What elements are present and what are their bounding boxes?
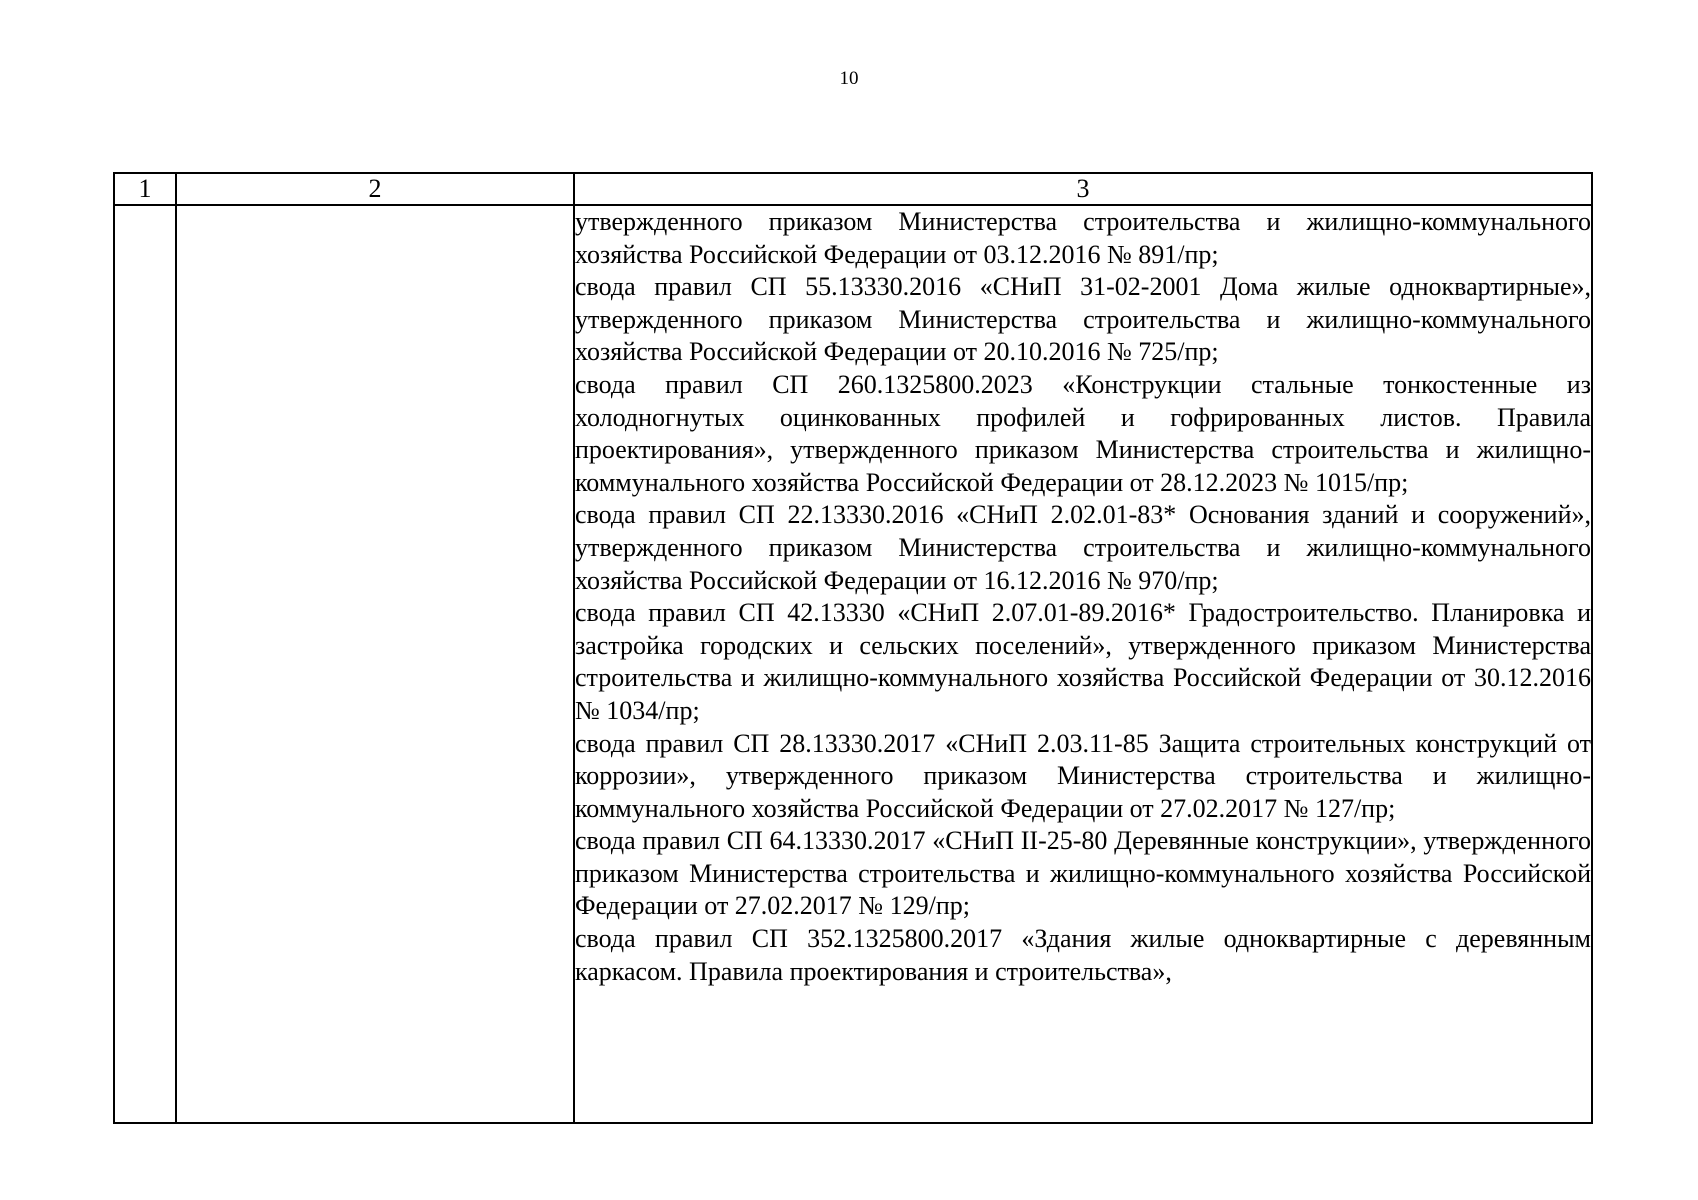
- paragraph: утвержденного приказом Министерства строительства и жилищно-коммунального хозяйства Российской Федерации от 03.12.2016 № 891/пр;: [575, 207, 1591, 269]
- paragraph: свода правил СП 42.13330 «СНиП 2.07.01-89.2016* Градостроительство. Планировка и застройка городских и сельских поселений», утвержденного приказом Министерства строительства и жилищно-коммунального хозяйства Российской Федерации от 30.12.2016 № 1034/пр;: [575, 598, 1591, 725]
- paragraph: свода правил СП 28.13330.2017 «СНиП 2.03.11-85 Защита строительных конструкций от коррозии», утвержденного приказом Министерства строительства и жилищно-коммунального хозяйства Российской Федерации от 27.02.2017 № 127/пр;: [575, 728, 1591, 823]
- header-col-1: 1: [114, 173, 176, 205]
- paragraph: свода правил СП 352.1325800.2017 «Здания жилые одноквартирные с деревянным каркасом. Правила проектирования и строительства»,: [575, 924, 1591, 986]
- header-col-2: 2: [176, 173, 574, 205]
- document-table: [113, 172, 1593, 1124]
- header-row: [114, 173, 1592, 205]
- cell-col-2: [176, 205, 574, 1123]
- header-col-3: 3: [574, 173, 1592, 205]
- cell-col-3: [574, 205, 1592, 1123]
- paragraph: свода правил СП 55.13330.2016 «СНиП 31-02-2001 Дома жилые одноквартирные», утвержденного приказом Министерства строительства и жилищно-коммунального хозяйства Российской Федерации от 20.10.2016 № 725/пр;: [575, 272, 1591, 367]
- paragraph: свода правил СП 22.13330.2016 «СНиП 2.02.01-83* Основания зданий и сооружений», утвержденного приказом Министерства строительства и жилищно-коммунального хозяйства Российской Федерации от 16.12.2016 № 970/пр;: [575, 500, 1591, 595]
- paragraph: свода правил СП 260.1325800.2023 «Конструкции стальные тонкостенные из холодногнутых оцинкованных профилей и гофрированных листов. Правила проектирования», утвержденного приказом Министерства строительства и жилищно-коммунального хозяйства Российской Федерации от 28.12.2023 № 1015/пр;: [575, 369, 1591, 497]
- table-row: [114, 205, 1592, 1123]
- paragraph: свода правил СП 64.13330.2017 «СНиП II-25-80 Деревянные конструкции», утвержденного приказом Министерства строительства и жилищно-коммунального хозяйства Российской Федерации от 27.02.2017 № 129/пр;: [575, 826, 1591, 921]
- cell-col-1: [114, 205, 176, 1123]
- page-number: 10: [839, 68, 859, 89]
